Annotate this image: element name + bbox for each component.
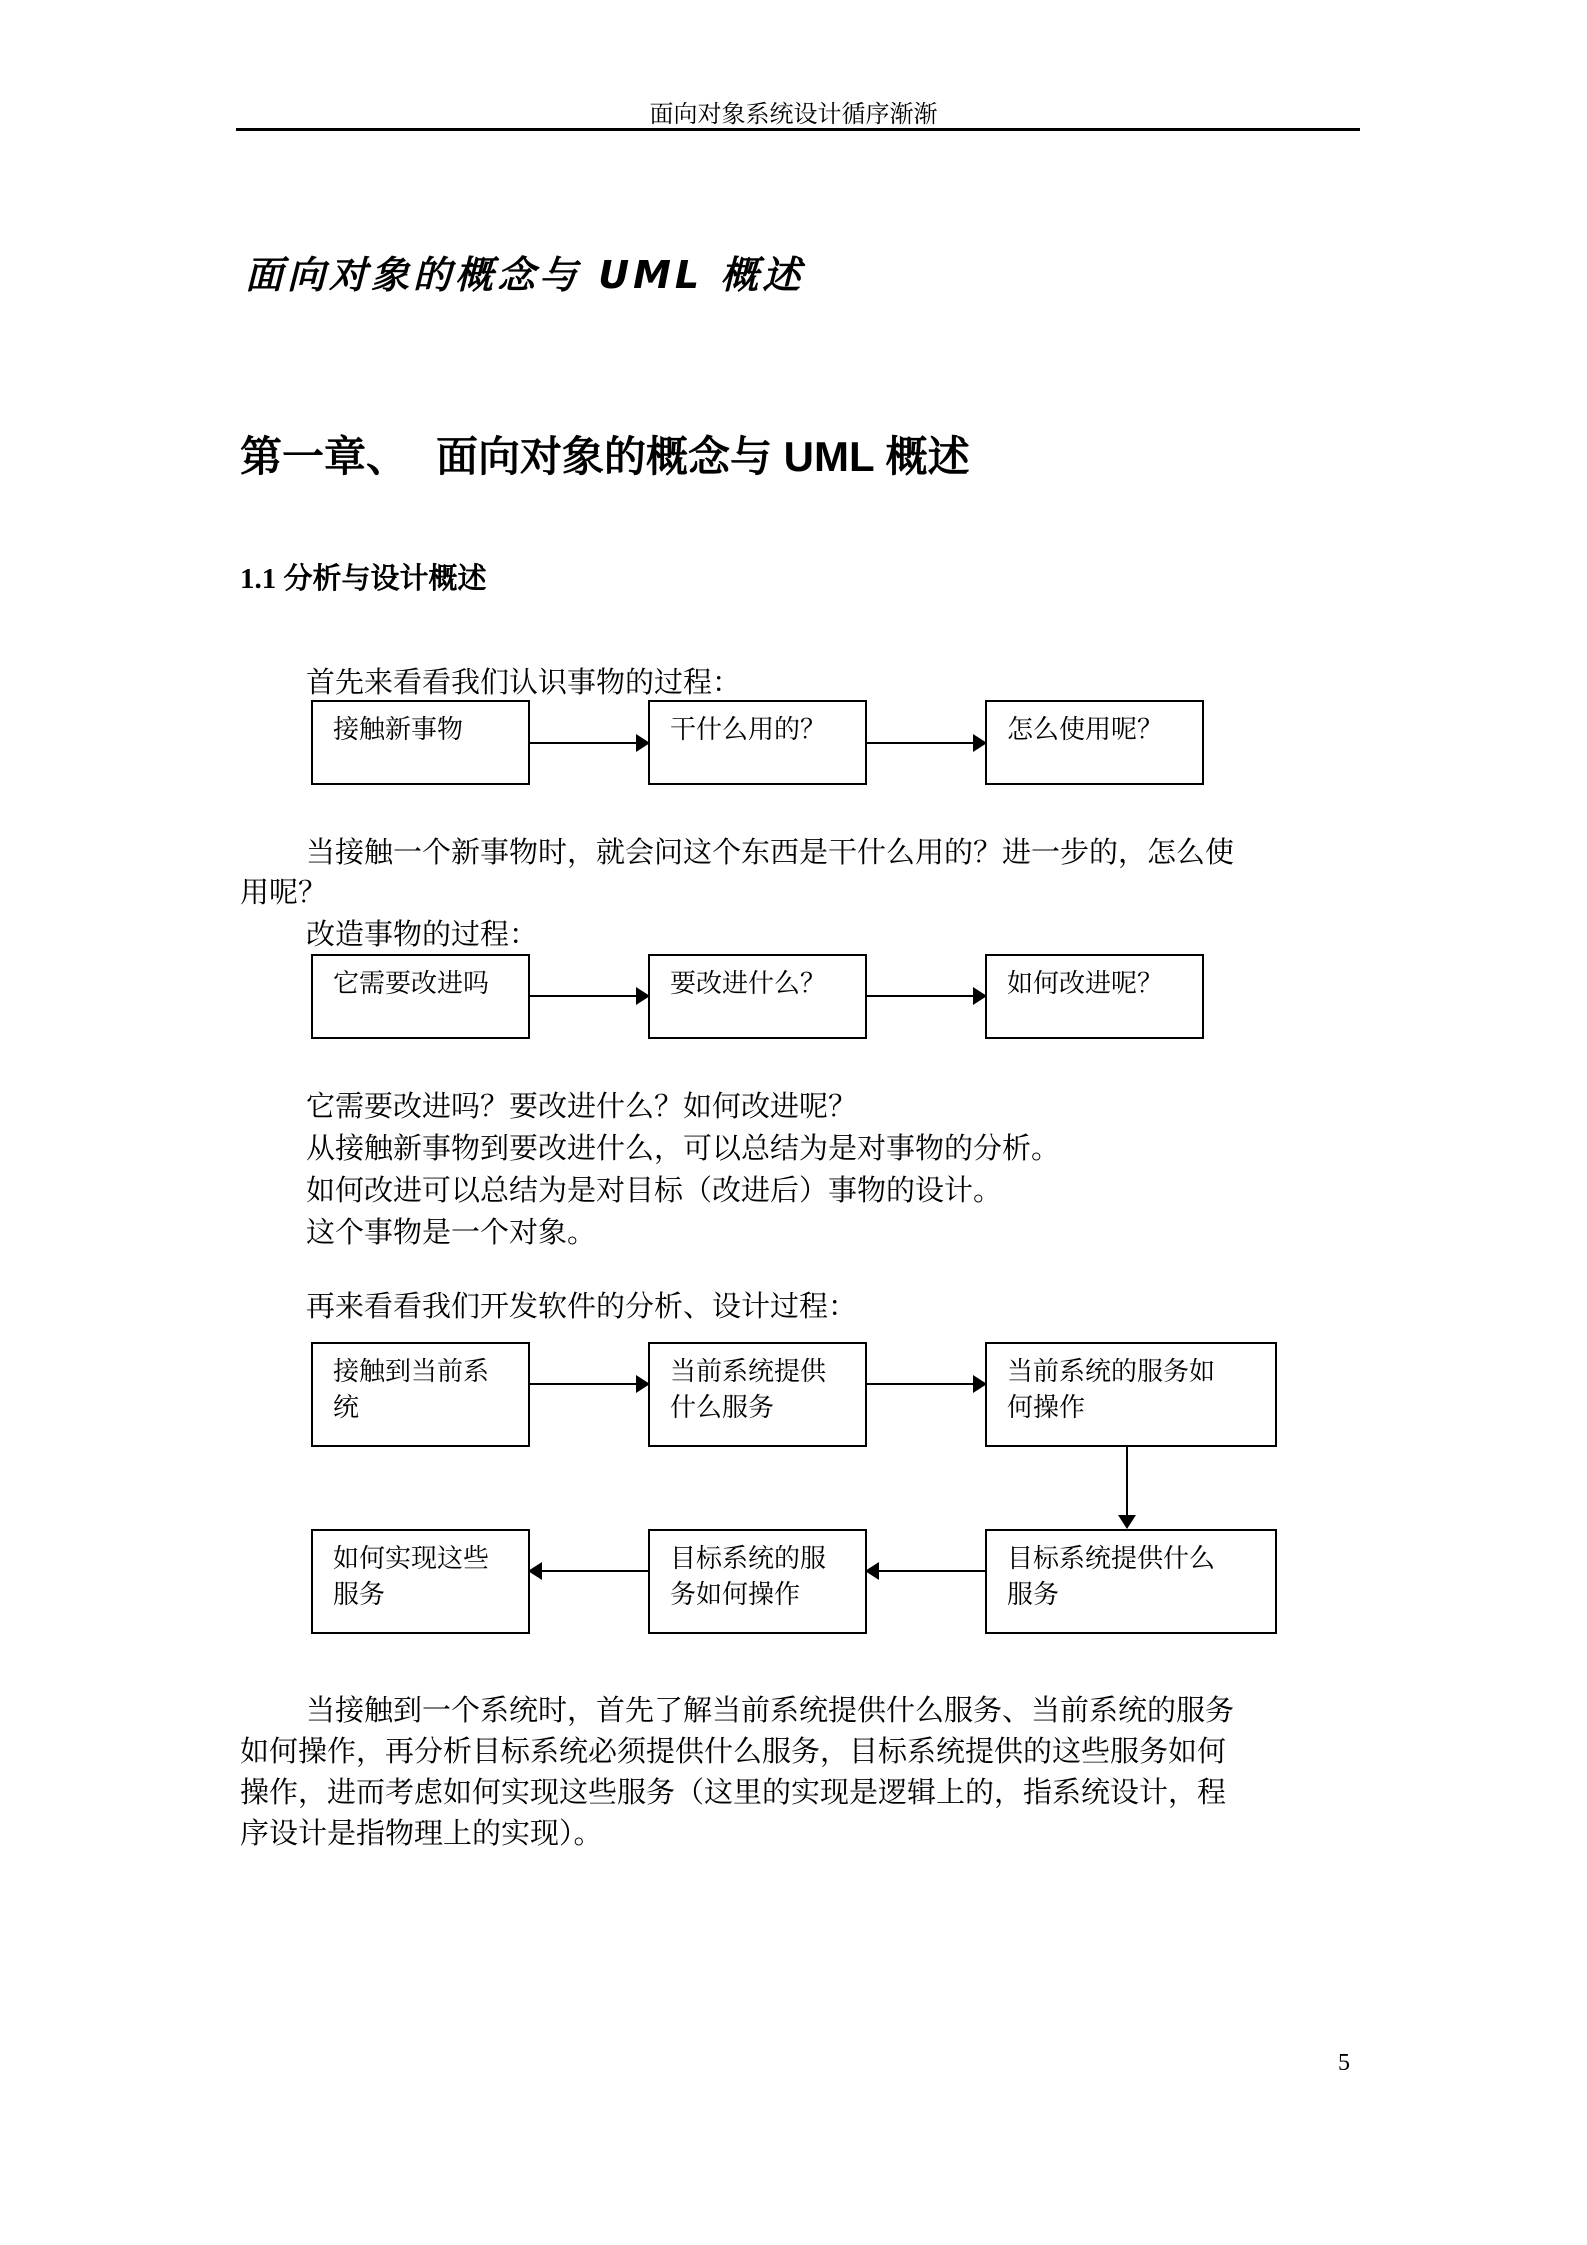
arrow-left-icon [867, 1570, 985, 1572]
flow-box-line: 服务 [1007, 1580, 1060, 1609]
paragraph-intro-recognize: 首先来看看我们认识事物的过程： [306, 667, 742, 699]
flow-box [311, 1529, 530, 1634]
flow-box-line: 统 [333, 1393, 360, 1422]
chapter-title: 面向对象的概念与 UML 概述 [436, 433, 970, 480]
arrow-right-icon [867, 1383, 985, 1385]
article-title: 面向对象的概念与 UML 概述 [245, 253, 805, 297]
paragraph-improve-questions: 它需要改进吗？要改进什么？如何改进呢？ [306, 1091, 858, 1123]
flow-box-line: 如何实现这些 [333, 1544, 490, 1573]
arrow-right-icon [867, 742, 985, 744]
paragraph-intro-software: 再来看看我们开发软件的分析、设计过程： [306, 1291, 858, 1323]
flow-box-line: 什么服务 [670, 1393, 775, 1422]
flow-box: 干什么用的？ [648, 700, 867, 785]
flow-box-line: 务如何操作 [670, 1580, 801, 1609]
page-number: 5 [1338, 2050, 1350, 2076]
paragraph-intro-improve: 改造事物的过程： [306, 919, 539, 951]
arrow-down-icon [1126, 1447, 1128, 1527]
header-rule [236, 128, 1360, 131]
paragraph-analysis-definition: 从接触新事物到要改进什么，可以总结为是对事物的分析。 [306, 1133, 1061, 1165]
arrow-right-icon [867, 995, 985, 997]
arrow-right-icon [530, 742, 648, 744]
flow-box-line: 服务 [333, 1580, 386, 1609]
flow-box-line: 接触到当前系 [333, 1357, 490, 1386]
paragraph-recognize-line1: 当接触一个新事物时，就会问这个东西是干什么用的？进一步的，怎么使 [306, 837, 1235, 869]
arrow-right-icon [530, 995, 648, 997]
chapter-heading [240, 424, 970, 484]
arrow-right-icon [530, 1383, 648, 1385]
flow-box: 如何改进呢？ [985, 954, 1204, 1039]
flow-box: 要改进什么？ [648, 954, 867, 1039]
flow-box [648, 1529, 867, 1634]
paragraph-conclusion-line1: 当接触到一个系统时，首先了解当前系统提供什么服务、当前系统的服务 [306, 1695, 1235, 1727]
flow-box [648, 1342, 867, 1447]
flow-box [311, 1342, 530, 1447]
flow-box [985, 1342, 1277, 1447]
flow-box-line: 何操作 [1007, 1393, 1086, 1422]
flow-box: 怎么使用呢？ [985, 700, 1204, 785]
flow-box: 接触新事物 [311, 700, 530, 785]
paragraph-conclusion-line3: 操作，进而考虑如何实现这些服务（这里的实现是逻辑上的，指系统设计，程 [240, 1777, 1227, 1809]
running-header: 面向对象系统设计循序渐渐 [649, 102, 938, 128]
flow-box [985, 1529, 1277, 1634]
chapter-number: 第一章、 [240, 433, 409, 480]
paragraph-conclusion-line2: 如何操作，再分析目标系统必须提供什么服务，目标系统提供的这些服务如何 [240, 1736, 1227, 1768]
paragraph-recognize-line2: 用呢？ [240, 877, 328, 909]
paragraph-object-definition: 这个事物是一个对象。 [306, 1217, 597, 1249]
flow-box-line: 当前系统的服务如 [1007, 1357, 1216, 1386]
flow-box-line: 目标系统的服 [670, 1544, 827, 1573]
flow-box-line: 当前系统提供 [670, 1357, 827, 1386]
paragraph-conclusion-line4: 序设计是指物理上的实现）。 [240, 1818, 603, 1850]
flow-box-line: 目标系统提供什么 [1007, 1544, 1216, 1573]
paragraph-design-definition: 如何改进可以总结为是对目标（改进后）事物的设计。 [306, 1175, 1003, 1207]
arrow-left-icon [530, 1570, 648, 1572]
flow-box: 它需要改进吗 [311, 954, 530, 1039]
section-heading: 1.1 分析与设计概述 [240, 563, 487, 595]
